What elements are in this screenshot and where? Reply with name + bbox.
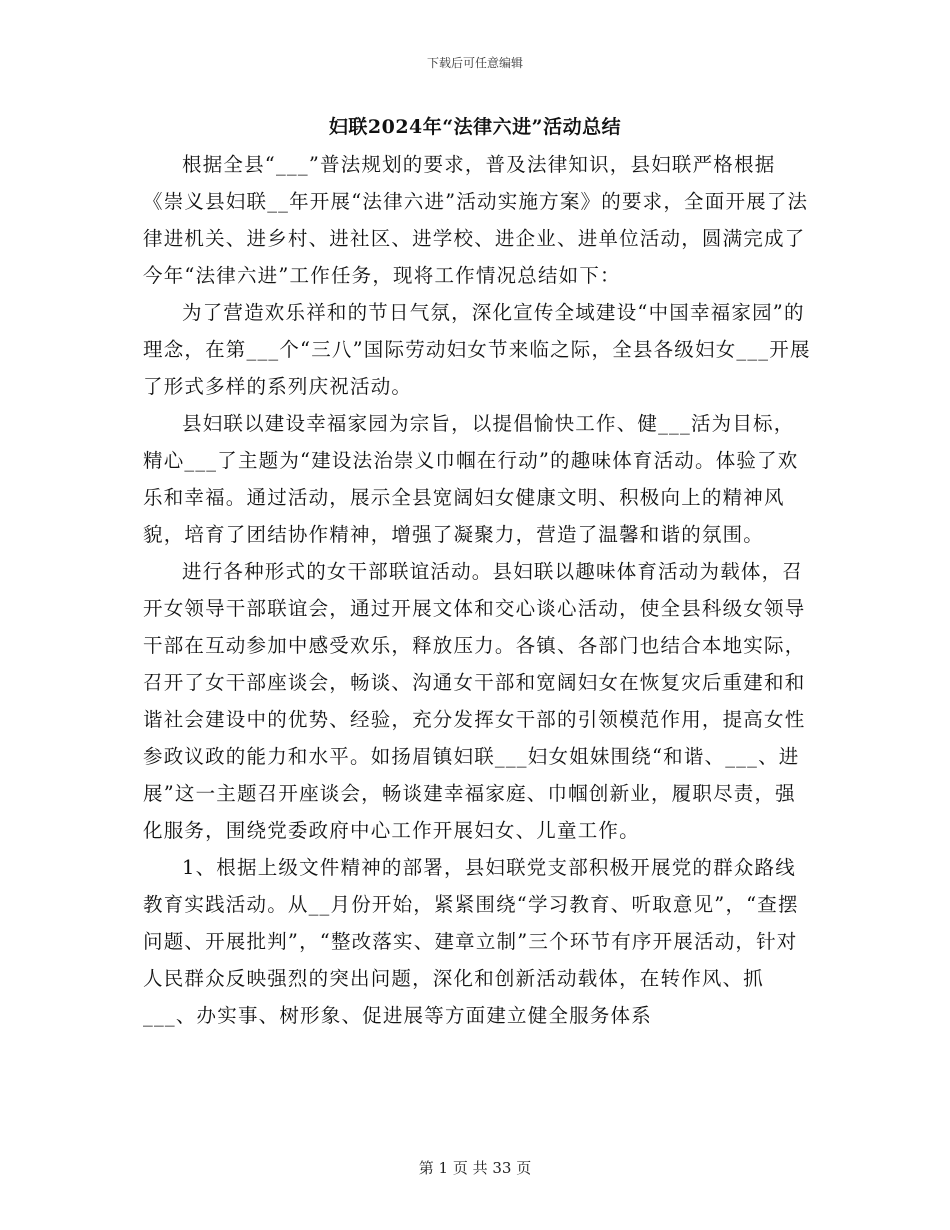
paragraph-intro: 根据全县“___”普法规划的要求，普及法律知识，县妇联严格根据《崇义县妇联__年开展“法律六进”活动实施方案》的要求，全面开展了法律进机关、进乡村、进社区、进学校、进企业、进单位活动，圆满完成了今年“法律六进”工作任务，现将工作情况总结如下：	[143, 153, 809, 287]
page-number-footer: 第 1 页 共 33 页	[418, 1159, 532, 1177]
paragraph-cadre-events: 进行各种形式的女干部联谊活动。县妇联以趣味体育活动为载体，召开女领导干部联谊会，通过开展文体和交心谈心活动，使全县科级女领导干部在互动参加中感受欢乐，释放压力。各镇、各部门也结合本地实际，召开了女干部座谈会，畅谈、沟通女干部和宽阔妇女在恢复灾后重建和和谐社会建设中的优势、经验，充分发挥女干部的引领模范作用，提高女性参政议政的能力和水平。如扬眉镇妇联___妇女姐妹围绕“和谐、___、进展”这一主题召开座谈会，畅谈建幸福家庭、巾帼创新业，履职尽责，强化服务，围绕党委政府中心工作开展妇女、儿童工作。	[143, 560, 806, 842]
header-note: 下载后可任意编辑	[426, 56, 523, 70]
document-body	[143, 146, 815, 1034]
document-title: 妇联2024年“法律六进”活动总结	[328, 116, 622, 138]
paragraph-womens-day: 为了营造欢乐祥和的节日气氛，深化宣传全域建设“中国幸福家园”的理念，在第___个“三八”国际劳动妇女节来临之际，全县各级妇女___开展了形式多样的系列庆祝活动。	[143, 301, 811, 398]
paragraph-sports-activity: 县妇联以建设幸福家园为宗旨，以提倡愉快工作、健___活为目标，精心___了主题为“建设法治崇义巾帼在行动”的趣味体育活动。体验了欢乐和幸福。通过活动，展示全县宽阔妇女健康文明、积极向上的精神风貌，培育了团结协作精神，增强了凝聚力，营造了温馨和谐的氛围。	[143, 412, 799, 546]
paragraph-party-education: 1、根据上级文件精神的部署，县妇联党支部积极开展党的群众路线教育实践活动。从__月份开始，紧紧围绕“学习教育、听取意见”，“查摆问题、开展批判”，“整改落实、建章立制”三个环节有序开展活动，针对人民群众反映强烈的突出问题，深化和创新活动载体，在转作风、抓___、办实事、树形象、促进展等方面建立健全服务体系	[143, 856, 799, 1027]
